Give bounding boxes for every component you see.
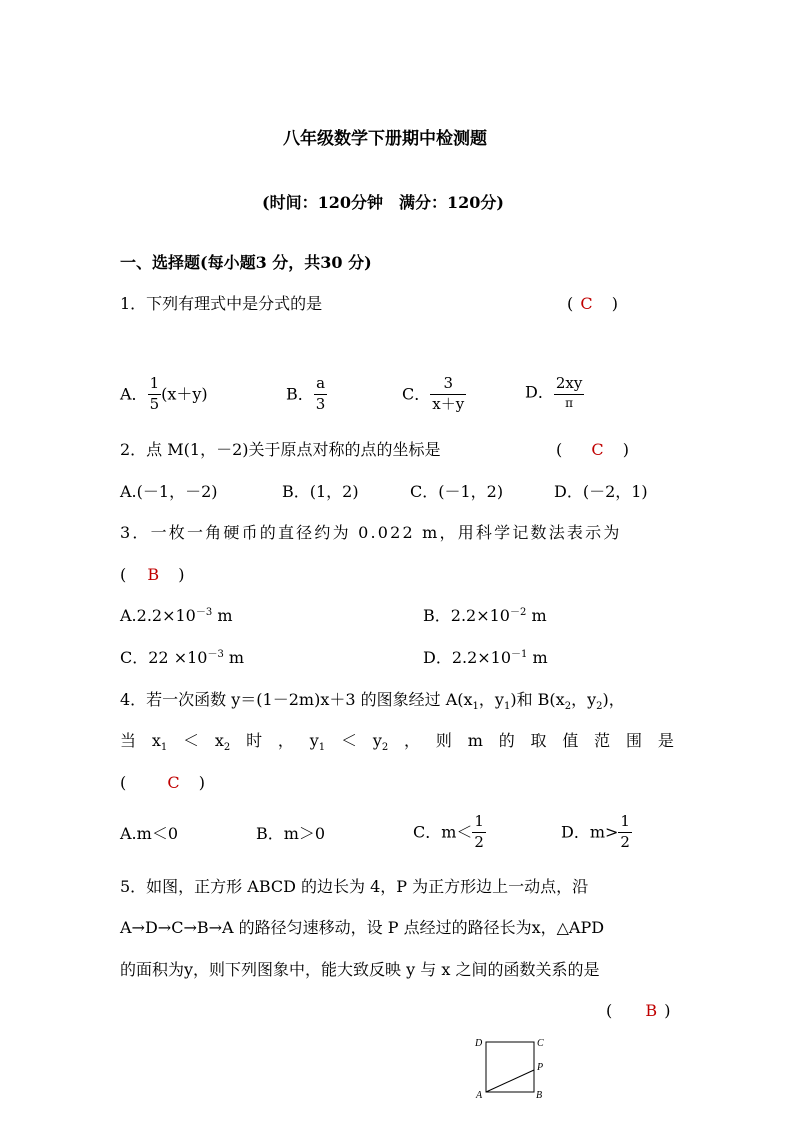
question-4-stem-line1: 4．若一次函数 y＝(1－2m)x＋3 的图象经过 $A(x_1$，$y_1$)和 $B(x_2$，$y_2$)，: [120, 690, 625, 712]
question-5-answer-bracket: ( B ): [606, 1001, 671, 1020]
question-3-option-d: D．$2.2\times 10^{-1}$ m: [423, 648, 548, 667]
question-5-stem-line2: A→D→C→B→A 的路径匀速移动，设 P 点经过的路径长为x，△APD: [120, 918, 605, 937]
answer-mark: B: [147, 565, 160, 584]
question-1-option-b: B． $\frac{a}{3}$: [286, 374, 326, 413]
label-a: A: [476, 1090, 483, 1101]
answer-mark: C: [580, 294, 593, 313]
section-heading: 一、选择题(每小题3 分，共30 分): [120, 253, 372, 272]
question-3-option-a: $A.2.2\times 10^{-3}$ m: [120, 606, 233, 625]
answer-mark: C: [591, 440, 604, 459]
question-3-option-c: C．$22 \times 10^{-3}$ m: [120, 648, 245, 667]
question-2-option-c: C．(－1，2): [410, 482, 504, 501]
question-5-stem-line1: 5．如图，正方形 ABCD 的边长为 4，P 为正方形边上一动点，沿: [120, 877, 589, 896]
label-b: B: [536, 1090, 543, 1101]
question-5-stem-line3: 的面积为y，则下列图象中，能大致反映 y 与 x 之间的函数关系的是: [120, 960, 600, 979]
segment-ap: [486, 1070, 534, 1092]
question-3-answer-bracket: ( B ): [120, 565, 185, 584]
question-2-stem: 2．点 M(1，－2)关于原点对称的点的坐标是: [120, 440, 441, 459]
question-2-option-d: D．(－2，1): [554, 482, 648, 501]
label-d: D: [475, 1038, 483, 1049]
page-title: 八年级数学下册期中检测题: [283, 129, 487, 149]
answer-mark: B: [645, 1001, 658, 1020]
question-2-option-b: B．(1，2): [282, 482, 359, 501]
question-4-answer-bracket: ( C ): [120, 773, 205, 792]
question-1-option-c: C． $\frac{3}{x+y}$: [402, 374, 465, 413]
question-4-option-a: A.m＜0: [120, 824, 178, 843]
question-1-option-a: A． $\frac{1}{5}$ (x＋y): [120, 374, 208, 413]
question-4-option-d: D．m> $\frac{1}{2}$: [561, 812, 630, 851]
square-abcd: [486, 1042, 534, 1092]
question-1-answer-bracket: ( C ): [567, 294, 618, 313]
question-4-option-c: C．m＜ $\frac{1}{2}$: [413, 812, 484, 851]
question-4-option-b: B．m＞0: [256, 824, 326, 843]
label-c: C: [537, 1038, 544, 1049]
question-2-option-a: A.(－1，－2): [120, 482, 218, 501]
square-figure: [470, 1034, 570, 1104]
exam-info: (时间：120分钟 满分：120分): [262, 193, 504, 212]
question-3-option-b: B．$2.2\times 10^{-2}$ m: [423, 606, 547, 625]
question-4-stem-line2: 当 $x_1$ ＜ $x_2$ 时 ， $y_1$ ＜ $y_2$ ， 则 m 的 取 值 范 围 是: [120, 731, 674, 753]
label-p: P: [537, 1062, 544, 1073]
answer-mark: C: [167, 773, 180, 792]
question-1-option-d: D． $\frac{2xy}{\pi}$: [525, 374, 583, 410]
question-1-stem: 1．下列有理式中是分式的是: [120, 294, 323, 313]
question-2-answer-bracket: ( C ): [556, 440, 629, 459]
question-3-stem: 3．一枚一角硬币的直径约为 0.022 m，用科学记数法表示为: [120, 523, 622, 542]
